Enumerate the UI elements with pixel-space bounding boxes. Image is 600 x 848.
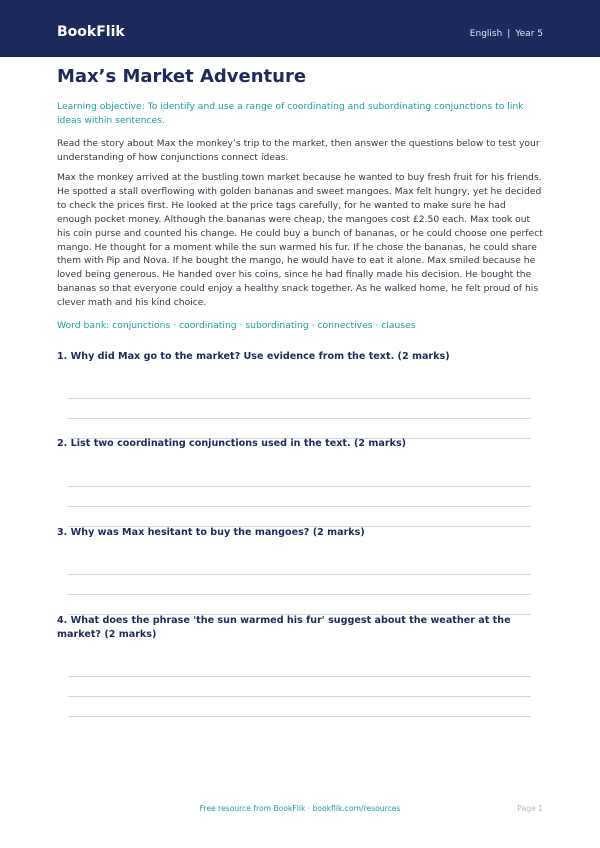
subject-year-label bbox=[470, 27, 543, 41]
question-3: 3. Why was Max hesitant to buy the mangoes? (2 marks) bbox=[57, 527, 365, 538]
page-footer bbox=[0, 802, 600, 816]
year-label: Year 5 bbox=[515, 29, 543, 39]
question-2: 2. List two coordinating conjunctions used in the text. (2 marks) bbox=[57, 438, 407, 449]
subject-label: English bbox=[469, 29, 503, 39]
story-text: Max the monkey arrived at the bustling town market because he wanted to buy fresh fruit for his friends. He spotted a stall overflowing with golden bananas and sweet mangoes. Max felt hungry, yet he decided to check the prices first. He looked at the price tags carefully, for he wanted to make sure he had enough pocket money. Although the bananas were cheap, the mangoes cost £2.50 each. Max took out his coin purse and counted his change. He could buy a bunch of bananas, or he could choose one perfect mango. He thought for a moment while the sun warmed his fur. If he chose the bananas, he could share them with Pip and Nova. If he bought the mango, he would have to eat it alone. Max smiled because he loved being generous. He handed over his coins, since he had finally made his decision. He bought the bananas so that everyone could enjoy a healthy snack together. As he walked home, he felt proud of his clever math and his kind choice. bbox=[57, 172, 543, 309]
answer-line[interactable] bbox=[68, 574, 531, 575]
meta-separator: | bbox=[507, 29, 511, 39]
answer-line[interactable] bbox=[68, 506, 531, 507]
learning-objective: Learning objective: To identify and use a range of coordinating and subordinating conjunctions to link ideas within sentences. bbox=[57, 101, 524, 126]
answer-line[interactable] bbox=[68, 594, 531, 595]
intro-text: Read the story about Max the monkey’s trip to the market, then answer the questions below to test your understanding of how conjunctions connect ideas. bbox=[57, 138, 540, 163]
brand-logo[interactable]: BookFlik bbox=[57, 24, 125, 40]
answer-line[interactable] bbox=[68, 486, 531, 487]
footer-resource-link[interactable]: Free resource from BookFlik · bookflik.com/resources bbox=[199, 804, 401, 813]
page-number: Page 1 bbox=[517, 804, 543, 813]
answer-line[interactable] bbox=[68, 676, 531, 677]
answer-line[interactable] bbox=[68, 398, 531, 399]
page-header bbox=[0, 0, 600, 57]
page-title: Max’s Market Adventure bbox=[57, 66, 307, 87]
word-bank: Word bank: conjunctions · coordinating · subordinating · connectives · clauses bbox=[57, 320, 416, 331]
answer-line[interactable] bbox=[68, 696, 531, 697]
question-1: 1. Why did Max go to the market? Use evidence from the text. (2 marks) bbox=[57, 351, 450, 362]
answer-line[interactable] bbox=[68, 716, 531, 717]
answer-line[interactable] bbox=[68, 418, 531, 419]
question-4: 4. What does the phrase 'the sun warmed his fur' suggest about the weather at the market? (2 marks) bbox=[57, 615, 511, 640]
